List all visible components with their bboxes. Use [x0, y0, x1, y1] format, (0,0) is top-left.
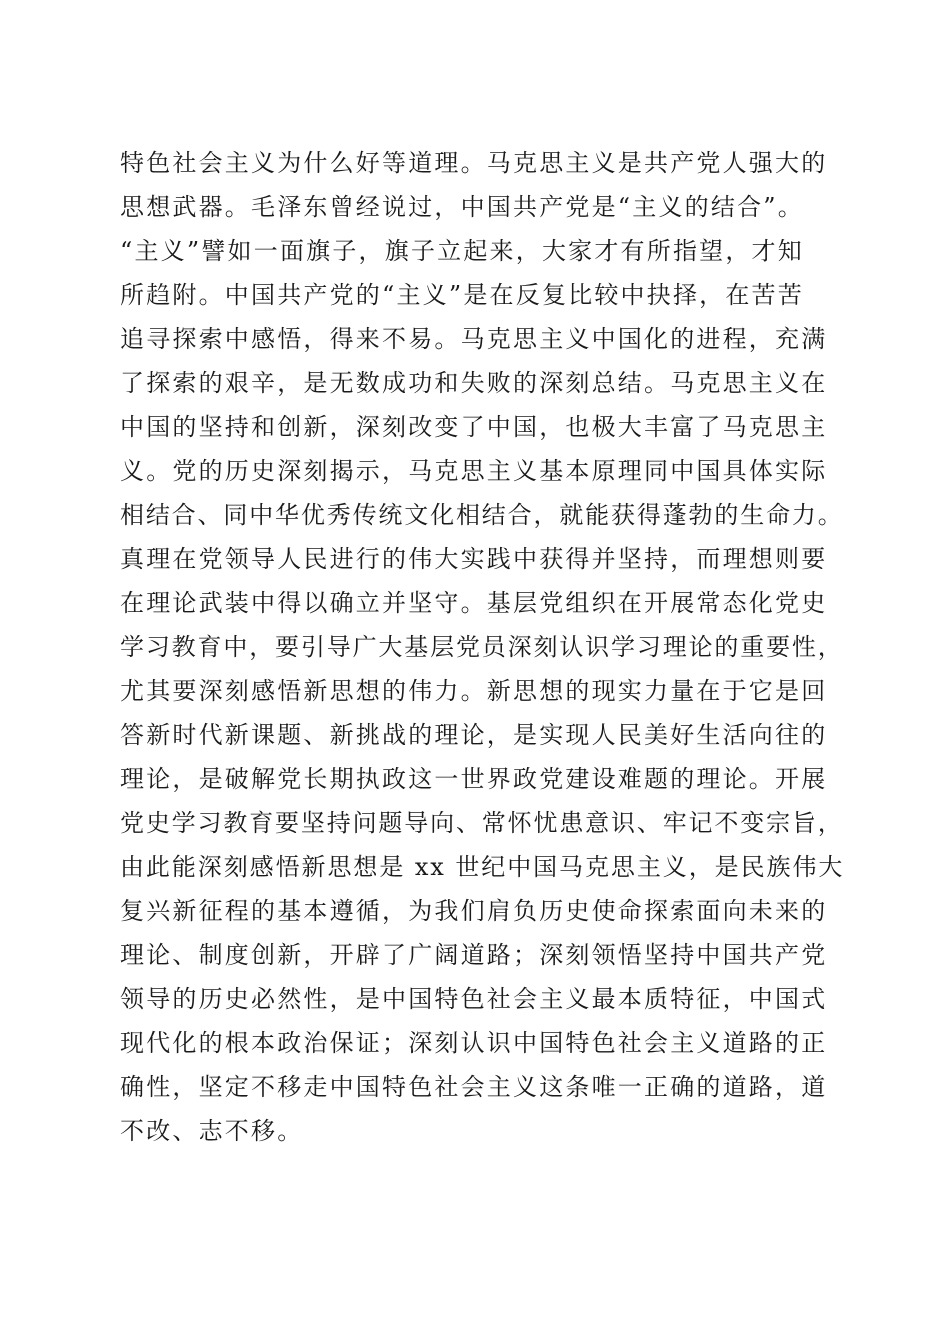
text-line: 由此能深刻感悟新思想是 xx 世纪中国马克思主义，是民族伟大 [120, 853, 845, 881]
text-line: 追寻探索中感悟，得来不易。马克思主义中国化的进程，充满 [120, 325, 828, 353]
text-line: 确性，坚定不移走中国特色社会主义这条唯一正确的道路，道 [120, 1073, 828, 1101]
text-line: 特色社会主义为什么好等道理。马克思主义是共产党人强大的 [120, 149, 828, 177]
text-line: 现代化的根本政治保证；深刻认识中国特色社会主义道路的正 [120, 1029, 828, 1057]
text-line: 复兴新征程的基本遵循，为我们肩负历史使命探索面向未来的 [120, 897, 828, 925]
text-line: 思想武器。毛泽东曾经说过，中国共产党是“主义的结合”。 [120, 193, 804, 221]
text-line: 义。党的历史深刻揭示，马克思主义基本原理同中国具体实际 [120, 457, 828, 485]
text-line: 在理论武装中得以确立并坚守。基层党组织在开展常态化党史 [120, 589, 828, 617]
text-line: 相结合、同中华优秀传统文化相结合，就能获得蓬勃的生命力。 [120, 501, 844, 529]
text-line: 了探索的艰辛，是无数成功和失败的深刻总结。马克思主义在 [120, 369, 828, 397]
text-line: 理论，是破解党长期执政这一世界政党建设难题的理论。开展 [120, 765, 828, 793]
text-line: 答新时代新课题、新挑战的理论，是实现人民美好生活向往的 [120, 721, 828, 749]
text-line: 真理在党领导人民进行的伟大实践中获得并坚持，而理想则要 [120, 545, 828, 573]
text-line: 所趋附。中国共产党的“主义”是在反复比较中抉择，在苦苦 [120, 281, 804, 309]
text-line: 党史学习教育要坚持问题导向、常怀忧患意识、牢记不变宗旨， [120, 809, 844, 837]
body-paragraph [120, 141, 845, 1153]
text-line: 领导的历史必然性，是中国特色社会主义最本质特征，中国式 [120, 985, 828, 1013]
text-line: 尤其要深刻感悟新思想的伟力。新思想的现实力量在于它是回 [120, 677, 828, 705]
text-line: 学习教育中，要引导广大基层党员深刻认识学习理论的重要性， [120, 633, 844, 661]
text-line: 中国的坚持和创新，深刻改变了中国，也极大丰富了马克思主 [120, 413, 828, 441]
text-line: 理论、制度创新，开辟了广阔道路；深刻领悟坚持中国共产党 [120, 941, 828, 969]
text-line: “主义”譬如一面旗子，旗子立起来，大家才有所指望，才知 [120, 237, 804, 265]
text-line: 不改、志不移。 [120, 1117, 304, 1145]
